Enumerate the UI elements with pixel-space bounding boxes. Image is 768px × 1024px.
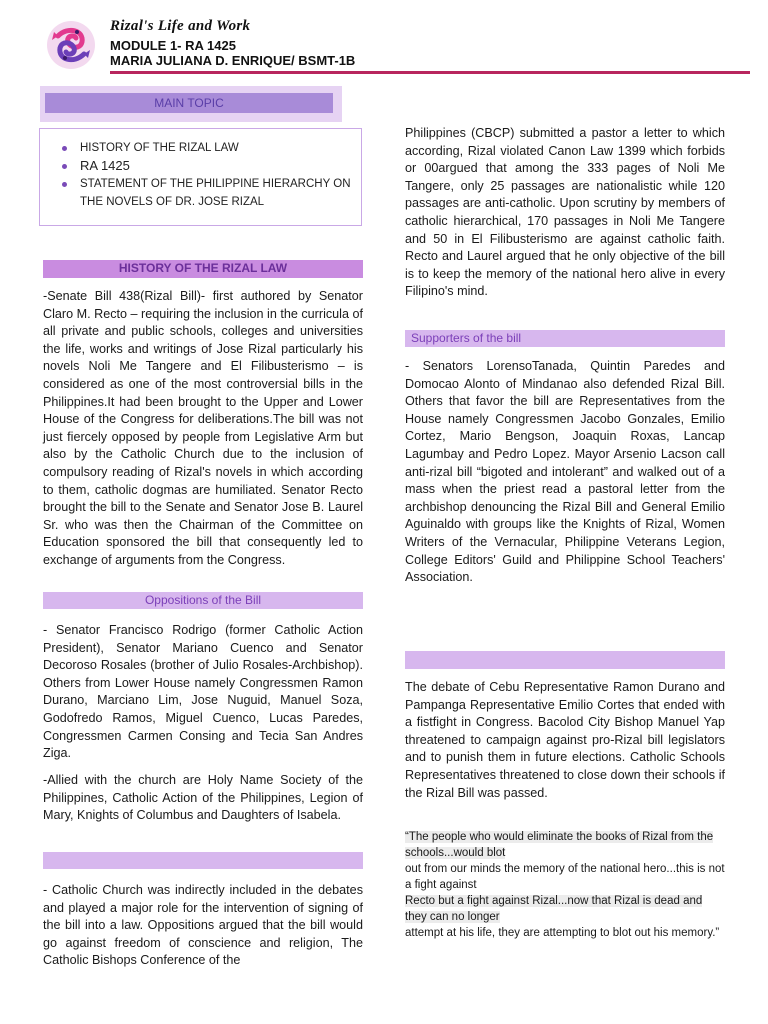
topic-item: HISTORY OF THE RIZAL LAW	[62, 139, 352, 157]
quote-line: attempt at his life, they are attempting to blot out his memory.”	[405, 927, 720, 939]
quote-line: “The people who would eliminate the books of Rizal from the schools...would blot	[405, 831, 714, 859]
author-label: MARIA JULIANA D. ENRIQUE/ BSMT-1B	[110, 53, 356, 68]
supporters-paragraph: - Senators LorensoTanada, Quintin Paredes and Domocao Alonto of Mindanao also defended Rizal Bill. Others that favor the bill are Representatives from the House namely Congressmen Jacobo Gonzales, Emilio Cortez, Mario Bengson, Joaquin Roxas, Lancap Lagumbay and Pedro Lopez. Mayor Arsenio Lacson call anti-rizal bill “bigoted and intolerant” and walked out of a mass when the priest read a pastoral letter from the archbishop denouncing the Rizal Bill and General Emilio Aguinaldo with groups like the Knights of Rizal, Women Writers of the Vernacular, Philippine Veterans Legion, College Editors' Guild and Philippine School Teachers' Association.	[405, 359, 725, 585]
page-header	[0, 0, 768, 80]
module-label: MODULE 1- RA 1425	[110, 38, 236, 53]
catholic-paragraph-right: Philippines (CBCP) submitted a pastor a letter to which according, Rizal violated Canon Law 1399 which forbids or 00argued that among the 333 pages of Noli Me Tangere, only 25 passages are nationalistic while 120 passages are anti-catholic. Upon scrutiny by members of catholic hierarchical, 170 passages in Noli Me Tangere and 50 in El Filibusterismo are against catholic faith. Recto and Laurel argued that he only objective of the bill is to keep the memory of the national hero alive in every Filipino's mind.	[405, 126, 725, 299]
quote-line: out from our minds the memory of the national hero...this is not a fight against	[405, 863, 725, 891]
catholic-paragraph-left: - Catholic Church was indirectly included in the debates and played a major role for the intervention of signing of the bill into a law. Oppositions argued that the bill would go against freedom of conscience and religion, The Catholic Bishops Conference of the	[43, 883, 363, 968]
empty-heading-bar-right	[405, 651, 725, 669]
bullet-icon	[62, 146, 67, 151]
quote-line: Recto but a fight against Rizal...now that Rizal is dead and they can no longer	[405, 895, 703, 923]
main-topic-label: MAIN TOPIC	[45, 93, 333, 113]
topic-list	[62, 139, 352, 211]
oppositions-paragraph-2: -Allied with the church are Holy Name Society of the Philippines, Catholic Action of the Philippines, Legion of Mary, Knights of Columbus and Daughters of Isabela.	[43, 773, 363, 823]
oppositions-paragraph-1: - Senator Francisco Rodrigo (former Catholic Action President), Senator Mariano Cuenco and Senator Decoroso Rosales (brother of Julio Rosales-Archbishop). Others from Lower House namely Congressmen Ramon Durano, Marciano Lim, Jose Nuguid, Manuel Soza, Godofredo Ramos, Miguel Cuenco, Lucas Paredes, Congressmen Carmen Consing and Tecia San Andres Ziga.	[43, 623, 363, 761]
topic-item: STATEMENT OF THE PHILIPPINE HIERARCHY ON THE NOVELS OF DR. JOSE RIZAL	[62, 175, 352, 211]
brand-title: Rizal's Life and Work	[110, 18, 251, 34]
twin-fish-logo-icon	[44, 18, 98, 72]
rizal-quote	[405, 829, 725, 941]
supporters-heading: Supporters of the bill	[405, 330, 725, 347]
bullet-icon	[62, 182, 67, 187]
bullet-icon	[62, 164, 67, 169]
oppositions-heading: Oppositions of the Bill	[43, 592, 363, 609]
debate-paragraph: The debate of Cebu Representative Ramon Durano and Pampanga Representative Emilio Cortes that ended with a fistfight in Congress. Bacolod City Bishop Manuel Yap threatened to campaign against pro-Rizal bill legislators and to punish them in future elections. Catholic Schools Representatives threatened to close down their schools if the Rizal Bill was passed.	[405, 680, 725, 800]
history-heading: HISTORY OF THE RIZAL LAW	[43, 260, 363, 278]
topic-item: RA 1425	[62, 157, 352, 175]
header-rule	[110, 71, 750, 74]
topic-list-box	[39, 128, 362, 226]
history-paragraph: -Senate Bill 438(Rizal Bill)- first authored by Senator Claro M. Recto – requiring the inclusion in the curricula of all private and public schools, colleges and universities the life, works and writings of Jose Rizal particularly his novels Noli Me Tangere and El Filibusterismo – is considered as one of the most controversial bills in the Philippines.It had been brought to the Upper and Lower House of the Congress for deliberations.The bill was not just fiercely opposed by people from Legislative Arm but also by the Catholic Church due to the inclusion of compulsory reading of Rizal's novels in which according to them, catholic dogmas are humiliated. Senator Recto brought the bill to the Senate and Senator Jose B. Laurel Sr. who was then the Chairman of the Committee on Education sponsored the bill that consequently led to exchange of arguments from the Congress.	[43, 289, 363, 567]
empty-heading-bar	[43, 852, 363, 869]
